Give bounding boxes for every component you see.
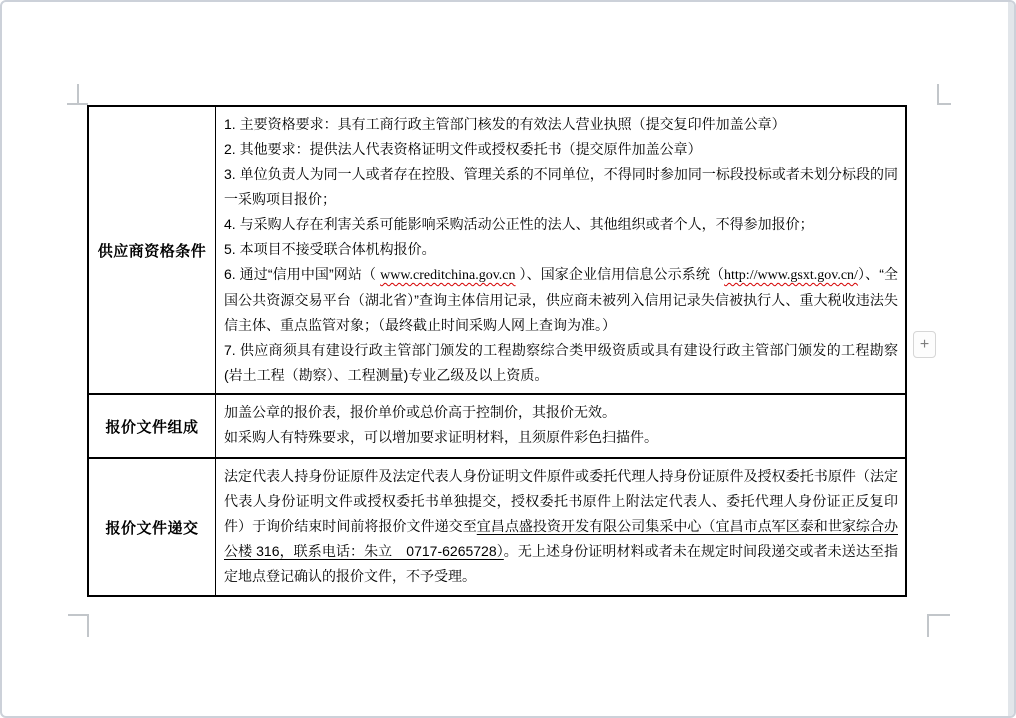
doc-table <box>87 105 907 597</box>
paragraph <box>224 162 898 212</box>
row-label: 报价文件组成 <box>89 395 216 457</box>
row-content <box>216 395 905 457</box>
text-segment: ）、“全国公共资源交易平台（湖北省）”查询主体信用记录，供应商未被列入信用记录失信被执行人、重大税收违法失信主体、重点监管对象；（最终截止时间采购人网上查询为准。） <box>224 266 899 333</box>
url-text: http://www.gsxt.gov.cn/ <box>724 268 858 283</box>
scrollbar-track <box>1008 2 1014 716</box>
paragraph <box>224 338 898 388</box>
table-row <box>89 393 905 457</box>
doc-table-body <box>89 107 905 595</box>
text-segment: 法定代表人持身份证原件及法定代表人身份证明文件原件或委托代理人持身份证原件及授权委托书原件（法定代表人身份证明文件或授权委托书单独提交，授权委托书原件上附法定代表人、委托代理人身份证正反复印件）于询价结束时间前将报价文件递交至 <box>224 468 898 534</box>
text-segment: 5. 本项目不接受联合体机构报价。 <box>224 241 436 257</box>
margin-mark-top-right-v <box>937 84 939 105</box>
text-segment: ）、国家企业信用信息公示系统（ <box>515 266 725 282</box>
text-segment: 1. 主要资格要求：具有工商行政主管部门核发的有效法人营业执照（提交复印件加盖公章） <box>224 116 786 132</box>
text-segment: 加盖公章的报价表，报价单价或总价高于控制价，其报价无效。 <box>224 404 616 420</box>
row-content <box>216 107 905 393</box>
text-segment: 2. 其他要求：提供法人代表资格证明文件或授权委托书（提交原件加盖公章） <box>224 141 702 157</box>
margin-mark-bottom-left-h <box>68 614 89 616</box>
paragraph <box>224 400 898 425</box>
paragraph <box>224 262 898 338</box>
text-segment: 7. 供应商须具有建设行政主管部门颁发的工程勘察综合类甲级资质或具有建设行政主管部门颁发的工程勘察(岩土工程（勘察）、工程测量)专业乙级及以上资质。 <box>224 342 898 383</box>
paragraph <box>224 464 898 589</box>
row-label: 报价文件递交 <box>89 459 216 595</box>
text-segment: 4. 与采购人存在利害关系可能影响采购活动公正性的法人、其他组织或者个人，不得参加报价； <box>224 216 814 232</box>
text-segment: 3. 单位负责人为同一人或者存在控股、管理关系的不同单位，不得同时参加同一标段投标或者未划分标段的同一采购项目报价； <box>224 166 898 207</box>
row-content <box>216 459 905 595</box>
paragraph <box>224 137 898 162</box>
paragraph <box>224 112 898 137</box>
underlined-text: 宜昌点盛投资开发有限公司集采中心（宜昌市点军区泰和世家综合办公楼 316，联系电话：朱立 0717-6265728） <box>224 518 898 559</box>
margin-mark-top-left-v <box>77 84 79 105</box>
margin-mark-bottom-right-h <box>927 614 950 616</box>
text-segment: 6. 通过“信用中国”网站（ <box>224 266 381 282</box>
margin-mark-bottom-left-v <box>87 614 89 637</box>
text-segment: 如采购人有特殊要求，可以增加要求证明材料，且须原件彩色扫描件。 <box>224 429 658 445</box>
text-segment: 。无上述身份证明材料或者未在规定时间段递交或者未送达至指定地点登记确认的报价文件，不予受理。 <box>224 543 899 584</box>
url-text: www.creditchina.gov.cn <box>380 268 516 283</box>
table-row <box>89 457 905 595</box>
margin-mark-top-right-h <box>937 103 951 105</box>
table-row <box>89 107 905 393</box>
paragraph <box>224 212 898 237</box>
margin-mark-top-left-h <box>67 103 88 105</box>
margin-mark-bottom-right-v <box>927 614 929 637</box>
paragraph <box>224 425 898 450</box>
paragraph <box>224 237 898 262</box>
row-label: 供应商资格条件 <box>89 107 216 393</box>
add-page-button[interactable]: + <box>913 331 936 358</box>
